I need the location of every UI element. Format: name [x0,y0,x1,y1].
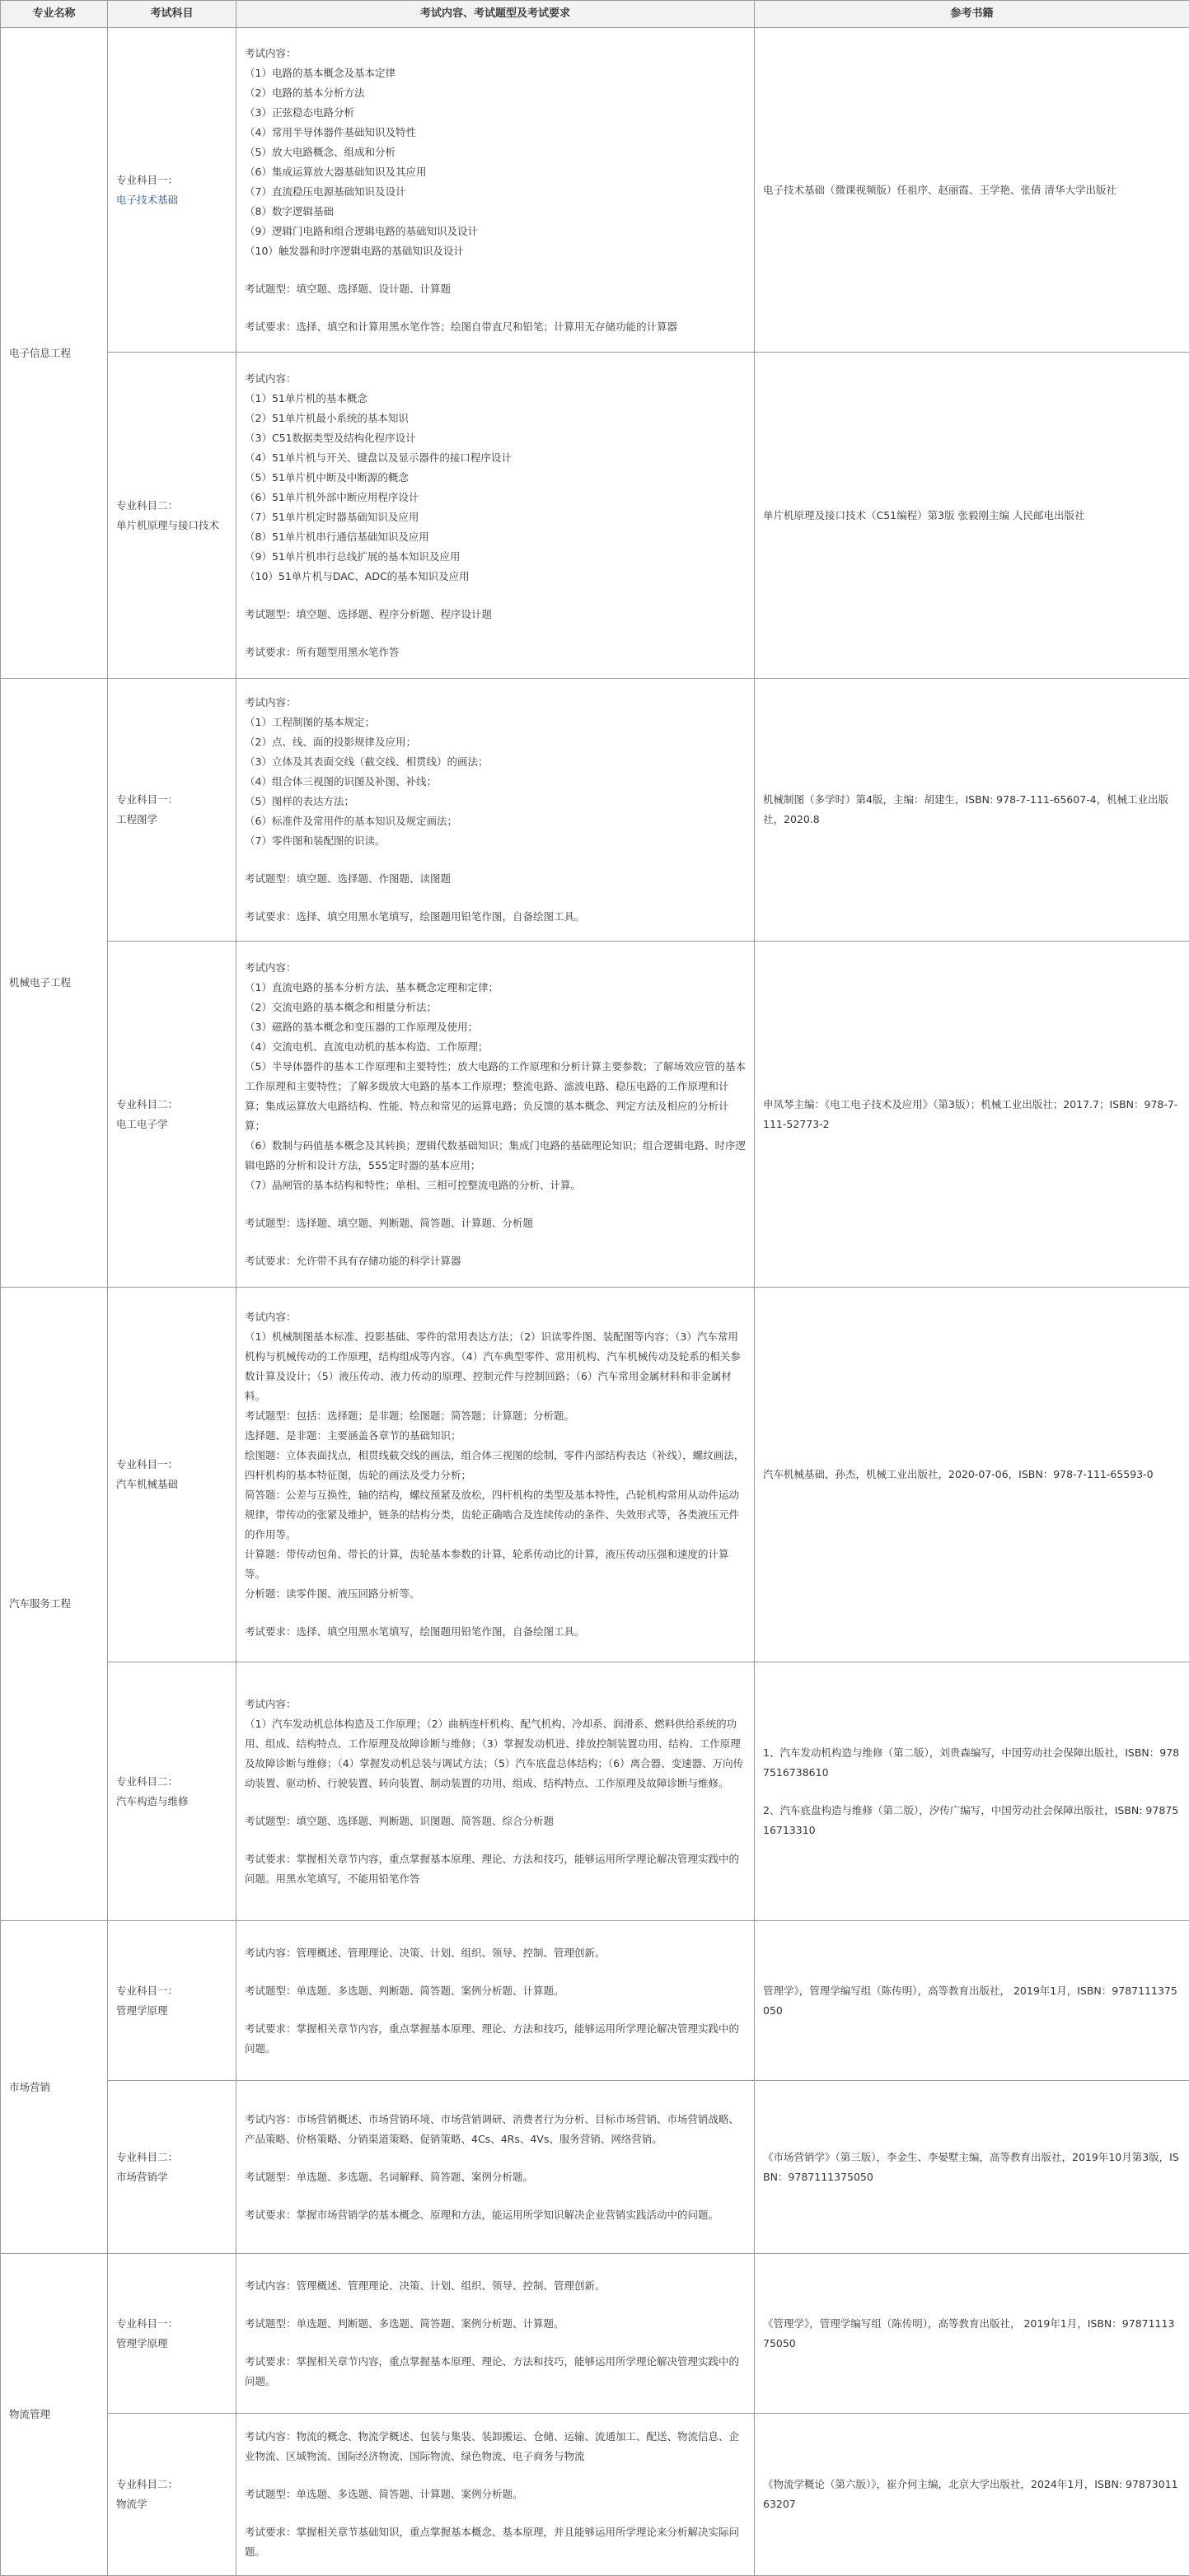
content-item: （4）交流电机、直流电动机的基本构造、工作原理； [245,1037,746,1057]
header-subject: 考试科目 [108,1,236,28]
major-name: 物流管理 [1,2254,108,2576]
content-cell [236,2254,755,2414]
content-item: （1）51单片机的基本概念 [245,389,746,409]
subject-cell [108,2414,236,2576]
spacer [245,889,746,907]
books-cell [755,2081,1189,2254]
content-item: （1）机械制图基本标准、投影基础、零件的常用表达方法；（2）识读零件图、装配图等内容；（3）汽车常用机构与机械传动的工作原理，结构组成等内容。（4）汽车典型零件、常用机构、汽车机械传动及轮系的相关参数计算及设计；（5）液压传动、液力传动的原理、控制元件与控制回路；（6）汽车常用金属材料和非金属材料。 [245,1327,746,1406]
book-entry: 电子技术基础（微课视频版）任祖序、赵丽霞、王学艳、张倩 清华大学出版社 [763,180,1181,200]
content-cell [236,353,755,679]
spacer [245,587,746,605]
spacer [245,261,746,279]
subject-name: 市场营销学 [116,2167,227,2187]
book-entry: 管理学》，管理学编写组（陈传明），高等教育出版社， 2019年1月，ISBN：9787111375050 [763,1981,1181,2021]
table-row [1,353,1189,679]
content-intro: 考试内容： [245,693,746,713]
major-name: 机械电子工程 [1,679,108,1288]
exam-requirements: 考试要求：允许带不具有存储功能的科学计算器 [245,1251,746,1271]
content-cell [236,1921,755,2081]
spacer [245,1604,746,1622]
spacer [245,2466,746,2485]
subject-name: 电子技术基础 [116,190,227,210]
exam-requirements: 考试要求：掌握市场营销学的基本概念、原理和方法，能运用所学知识解决企业营销实践活动中的问题。 [245,2205,746,2225]
content-item: （3）立体及其表面交线（截交线、相贯线）的画法； [245,752,746,772]
subject-level: 专业科目一： [116,1981,227,2001]
subject-level: 专业科目一： [116,1455,227,1475]
exam-requirements: 考试要求：掌握相关章节基础知识，重点掌握基本概念、基本原理，并且能够运用所学理论来分析解决实际问题。 [245,2522,746,2562]
books-cell [755,2254,1189,2414]
table-row [1,2254,1189,2414]
content-item: （5）图样的表达方法； [245,792,746,811]
content-item: （1）直流电路的基本分析方法、基本概念定理和定律； [245,978,746,998]
book-entry: 申凤琴主编：《电工电子技术及应用》（第3版）；机械工业出版社；2017.7；ISBN：978-7-111-52773-2 [763,1095,1181,1134]
exam-requirements: 考试要求：选择、填空用黑水笔填写，绘图题用铅笔作图，自备绘图工具。 [245,907,746,927]
subject-name: 汽车构造与维修 [116,1792,227,1812]
major-name: 电子信息工程 [1,28,108,679]
subject-name: 单片机原理与接口技术 [116,516,227,535]
content-item: （3）C51数据类型及结构化程序设计 [245,428,746,448]
table-body [1,28,1189,2576]
content-item: （1）工程制图的基本规定； [245,713,746,732]
content-item: （2）交流电路的基本概念和相量分析法； [245,998,746,1017]
content-intro: 考试内容： [245,1307,746,1327]
book-entry: 《市场营销学》（第三版），李金生、李晏墅主编，高等教育出版社，2019年10月第3版，ISBN：9787111375050 [763,2148,1181,2187]
table-row [1,679,1189,942]
content-intro: 考试内容： [245,369,746,389]
spacer [245,2149,746,2167]
content-item: （8）51单片机串行通信基础知识及应用 [245,527,746,547]
content-cell [236,1662,755,1921]
content-item: （2）电路的基本分析方法 [245,83,746,103]
content-item: （4）51单片机与开关、键盘以及显示器件的接口程序设计 [245,448,746,468]
books-cell [755,28,1189,353]
exam-requirements: 考试要求：所有题型用黑水笔作答 [245,643,746,662]
table-row [1,1662,1189,1921]
spacer [245,2001,746,2019]
subject-cell [108,1662,236,1921]
exam-requirements: 考试要求：选择、填空和计算用黑水笔作答；绘图自带直尺和铅笔；计算用无存储功能的计算器 [245,317,746,337]
books-cell [755,1662,1189,1921]
content-intro: 考试内容： [245,1695,746,1714]
content-item: （4）常用半导体器件基础知识及特性 [245,123,746,143]
question-types: 考试题型：单选题、多选题、名词解释、简答题、案例分析题。 [245,2167,746,2187]
subject-cell [108,1288,236,1662]
book-entry: 1、汽车发动机构造与维修（第二版），刘贵森编写，中国劳动社会保障出版社，ISBN：9787516738610 [763,1743,1181,1783]
subject-cell [108,1921,236,2081]
header-row [1,1,1189,28]
content-item: 计算题：带传动包角、带长的计算，齿轮基本参数的计算，轮系传动比的计算，液压传动压强和速度的计算等。 [245,1545,746,1584]
content-intro: 考试内容： [245,44,746,63]
subject-level: 专业科目一： [116,2314,227,2334]
content-item: （2）51单片机最小系统的基本知识 [245,409,746,428]
header-books: 参考书籍 [755,1,1189,28]
subject-cell [108,2081,236,2254]
content-intro: 考试内容： [245,958,746,978]
content-item: 选择题、是非题：主要涵盖各章节的基础知识； [245,1426,746,1446]
subject-cell [108,942,236,1288]
book-entry: 《物流学概论（第六版）》，崔介何主编，北京大学出版社，2024年1月，ISBN: 9787301163207 [763,2475,1181,2514]
subject-level: 专业科目一： [116,171,227,190]
table-row [1,1921,1189,2081]
subject-level: 专业科目二： [116,2148,227,2167]
table-row [1,2414,1189,2576]
content-item: （7）直流稳压电源基础知识及设计 [245,182,746,202]
subject-name: 电工电子学 [116,1115,227,1134]
books-cell [755,353,1189,679]
subject-name: 管理学原理 [116,2334,227,2354]
subject-level: 专业科目二： [116,1095,227,1115]
spacer [245,1963,746,1981]
subject-cell [108,28,236,353]
content-cell [236,2414,755,2576]
question-types: 考试题型：填空题、选择题、判断题、识图题、简答题、综合分析题 [245,1812,746,1831]
content-cell [236,28,755,353]
subject-name: 汽车机械基础 [116,1475,227,1494]
content-item: （10）51单片机与DAC、ADC的基本知识及应用 [245,567,746,587]
question-types: 考试题型：填空题、选择题、设计题、计算题 [245,279,746,299]
content-cell [236,942,755,1288]
book-entry: 单片机原理及接口技术（C51编程）第3版 张毅刚主编 人民邮电出版社 [763,506,1181,526]
books-cell [755,679,1189,942]
content-item: （3）正弦稳态电路分析 [245,103,746,123]
exam-requirements: 考试要求：掌握相关章节内容，重点掌握基本原理、理论、方法和技巧，能够运用所学理论解决管理实践中的问题。用黑水笔填写，不能用铅笔作答 [245,1849,746,1889]
content-item: 考试题型：包括：选择题；是非题；绘图题；简答题；计算题；分析题。 [245,1406,746,1426]
question-types: 考试题型：单选题、多选题、简答题、计算题、案例分析题。 [245,2485,746,2504]
table-row [1,28,1189,353]
spacer [245,851,746,869]
question-types: 考试题型：单选题、多选题、判断题、简答题、案例分析题、计算题。 [245,1981,746,2001]
subject-level: 专业科目二： [116,2475,227,2494]
content-item: （8）数字逻辑基础 [245,202,746,222]
content-item: （9）51单片机串行总线扩展的基本知识及应用 [245,547,746,567]
subject-level: 专业科目二： [116,496,227,516]
content-item: （6）51单片机外部中断应用程序设计 [245,488,746,507]
spacer [245,1233,746,1251]
content-item: （3）磁路的基本概念和变压器的工作原理及使用； [245,1017,746,1037]
book-entry: 2、汽车底盘构造与维修（第二版），汐传广编写，中国劳动社会保障出版社，ISBN: 9787516713310 [763,1801,1181,1840]
content-item: 分析题：读零件图、液压回路分析等。 [245,1584,746,1604]
content-cell [236,679,755,942]
spacer [245,2334,746,2352]
question-types: 考试题型：单选题、判断题、多选题、简答题、案例分析题、计算题。 [245,2314,746,2334]
exam-requirements: 考试要求：掌握相关章节内容，重点掌握基本原理、理论、方法和技巧，能够运用所学理论解决管理实践中的问题。 [245,2019,746,2059]
exam-requirements: 考试要求：选择、填空用黑水笔填写，绘图题用铅笔作图，自备绘图工具。 [245,1622,746,1642]
books-cell [755,1921,1189,2081]
subject-level: 专业科目一： [116,790,227,810]
content-intro: 考试内容：管理概述、管理理论、决策、计划、组织、领导、控制、管理创新。 [245,1943,746,1963]
spacer [245,2504,746,2522]
book-entry: 机械制图（多学时）第4版，主编：胡建生，ISBN: 978-7-111-65607-4，机械工业出版社，2020.8 [763,790,1181,830]
question-types: 考试题型：填空题、选择题、作图题、读图题 [245,869,746,889]
spacer [245,2296,746,2314]
spacer [245,2187,746,2205]
header-major: 专业名称 [1,1,108,28]
content-item: （6）标准件及常用件的基本知识及规定画法； [245,811,746,831]
books-cell [755,942,1189,1288]
spacer [245,299,746,317]
question-types: 考试题型：选择题、填空题、判断题、简答题、计算题、分析题 [245,1213,746,1233]
content-item: （7）51单片机定时器基础知识及应用 [245,507,746,527]
subject-level: 专业科目二： [116,1772,227,1792]
major-name: 市场营销 [1,1921,108,2254]
spacer [245,1793,746,1812]
subject-name: 物流学 [116,2494,227,2514]
subject-cell [108,353,236,679]
books-cell [755,2414,1189,2576]
major-name: 汽车服务工程 [1,1288,108,1921]
content-item: （4）组合体三视图的识图及补图、补线； [245,772,746,792]
spacer [245,624,746,643]
question-types: 考试题型：填空题、选择题、程序分析题、程序设计题 [245,605,746,624]
spacer [763,1783,1181,1801]
content-item: （6）数制与码值基本概念及其转换；逻辑代数基础知识；集成门电路的基础理论知识；组合逻辑电路、时序逻辑电路的分析和设计方法，555定时器的基本应用； [245,1136,746,1176]
content-item: 简答题：公差与互换性，轴的结构，螺纹预紧及放松，四杆机构的类型及基本特性，凸轮机构常用从动件运动规律，带传动的张紧及维护，链条的结构分类，齿轮正确啮合及连续传动的条件、失效形式等，各类液压元件的作用等。 [245,1485,746,1545]
subject-cell [108,679,236,942]
book-entry: 《管理学》，管理学编写组（陈传明），高等教育出版社， 2019年1月，ISBN：9787111375050 [763,2314,1181,2354]
spacer [245,1831,746,1849]
content-item: （9）逻辑门电路和组合逻辑电路的基础知识及设计 [245,222,746,241]
table-row [1,942,1189,1288]
books-cell [755,1288,1189,1662]
table-row [1,1288,1189,1662]
content-item: （5）放大电路概念、组成和分析 [245,143,746,162]
content-item: （5）半导体器件的基本工作原理和主要特性；放大电路的工作原理和分析计算主要参数；了解场效应管的基本工作原理和主要特性；了解多级放大电路的基本工作原理；整流电路、滤波电路、稳压电路的工作原理和计算；集成运算放大电路结构、性能、特点和常见的运算电路；负反馈的基本概念、判定方法及相应的分析计算； [245,1057,746,1136]
subject-name: 管理学原理 [116,2001,227,2021]
subject-name: 工程图学 [116,810,227,830]
content-item: 绘图题：立体表面找点，相贯线截交线的画法，组合体三视图的绘制，零件内部结构表达（补线），螺纹画法，四杆机构的基本特征图，齿轮的画法及受力分析； [245,1446,746,1485]
content-cell [236,2081,755,2254]
header-content: 考试内容、考试题型及考试要求 [236,1,755,28]
content-item: （2）点、线、面的投影规律及应用； [245,732,746,752]
content-item: （6）集成运算放大器基础知识及其应用 [245,162,746,182]
subject-cell [108,2254,236,2414]
content-intro: 考试内容：物流的概念、物流学概述、包装与集装、装卸搬运、仓储、运输、流通加工、配送、物流信息、企业物流、区域物流、国际经济物流、国际物流、绿色物流、电子商务与物流 [245,2427,746,2466]
content-cell [236,1288,755,1662]
spacer [245,1195,746,1213]
table-row [1,2081,1189,2254]
content-intro: 考试内容：市场营销概述、市场营销环境、市场营销调研、消费者行为分析、目标市场营销、市场营销战略、产品策略、价格策略、分销渠道策略、促销策略、4Cs、4Rs、4Vs、服务营销、网络营销。 [245,2110,746,2149]
content-item: （1）汽车发动机总体构造及工作原理；（2）曲柄连杆机构、配气机构、冷却系、润滑系、燃料供给系统的功用、组成、结构特点、工作原理及故障诊断与维修；（3）掌握发动机进、排放控制装置功用、结构、工作原理及故障诊断与维修；（4）掌握发动机总装与调试方法；（5）汽车底盘总体结构；（6）离合器、变速器、万向传动装置、驱动桥、行驶装置、转向装置、制动装置的功用、组成、结构特点、工作原理及故障诊断与维修。 [245,1714,746,1793]
content-item: （7）晶闸管的基本结构和特性；单相、三相可控整流电路的分析、计算。 [245,1176,746,1195]
content-intro: 考试内容：管理概述、管理理论、决策、计划、组织、领导、控制、管理创新。 [245,2276,746,2296]
content-item: （7）零件图和装配图的识读。 [245,831,746,851]
content-item: （10）触发器和时序逻辑电路的基础知识及设计 [245,241,746,261]
content-item: （5）51单片机中断及中断源的概念 [245,468,746,488]
content-item: （1）电路的基本概念及基本定律 [245,63,746,83]
book-entry: 汽车机械基础，孙杰，机械工业出版社，2020-07-06，ISBN：978-7-111-65593-0 [763,1465,1181,1484]
exam-requirements: 考试要求：掌握相关章节内容，重点掌握基本原理、理论、方法和技巧，能够运用所学理论解决管理实践中的问题。 [245,2352,746,2391]
